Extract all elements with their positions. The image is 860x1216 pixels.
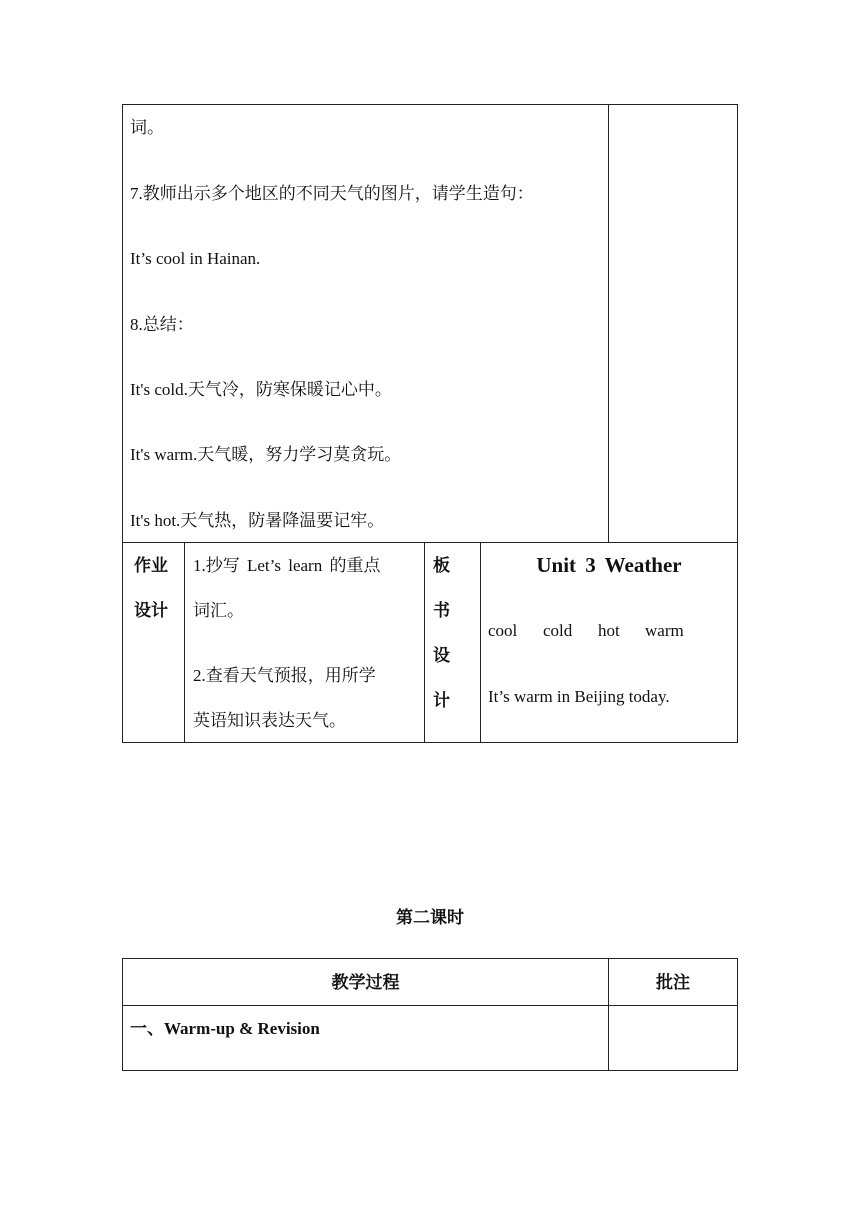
board-label: 书 — [433, 601, 450, 620]
table-border — [122, 958, 738, 959]
homework-label: 设计 — [134, 601, 168, 620]
table-border — [122, 104, 738, 105]
homework-line: 2.查看天气预报，用所学 — [193, 666, 376, 685]
table-border — [122, 104, 123, 743]
board-word: cool — [488, 621, 518, 640]
homework-line: 英语知识表达天气。 — [193, 711, 346, 730]
section-title: 第二课时 — [396, 908, 464, 927]
process-line: 8.总结： — [130, 315, 194, 334]
board-sentence: It’s warm in Beijing today. — [488, 687, 670, 706]
board-word: warm — [645, 621, 684, 640]
board-label: 计 — [433, 691, 450, 710]
table-border — [122, 1005, 738, 1006]
table-border — [184, 542, 185, 742]
process-line: It’s cool in Hainan. — [130, 249, 261, 268]
process-line: 7.教师出示多个地区的不同天气的图片，请学生造句： — [130, 184, 534, 203]
board-label: 设 — [433, 646, 450, 665]
board-word: cold — [543, 621, 573, 640]
table-border — [737, 104, 738, 743]
table-border — [424, 542, 425, 742]
homework-line: 词汇。 — [193, 601, 244, 620]
warmup-heading: 一、Warm-up & Revision — [130, 1019, 320, 1038]
process-line: It's hot.天气热，防暑降温要记牢。 — [130, 511, 385, 530]
board-title: Unit 3 Weather — [536, 553, 682, 577]
table-border — [122, 1070, 738, 1071]
process-line: 词。 — [130, 118, 164, 137]
header-process: 教学过程 — [331, 973, 400, 992]
table-border — [608, 104, 609, 542]
table-border — [122, 542, 738, 543]
process-line: It's cold.天气冷，防寒保暖记心中。 — [130, 380, 392, 399]
table-border — [737, 958, 738, 1071]
table-border — [122, 742, 738, 743]
board-label: 板 — [433, 556, 450, 575]
board-word: hot — [598, 621, 620, 640]
homework-label: 作业 — [134, 556, 168, 575]
header-notes: 批注 — [656, 973, 690, 992]
homework-line: 1.抄写 Let’s learn 的重点 — [193, 556, 381, 575]
process-line: It's warm.天气暖，努力学习莫贪玩。 — [130, 445, 402, 464]
